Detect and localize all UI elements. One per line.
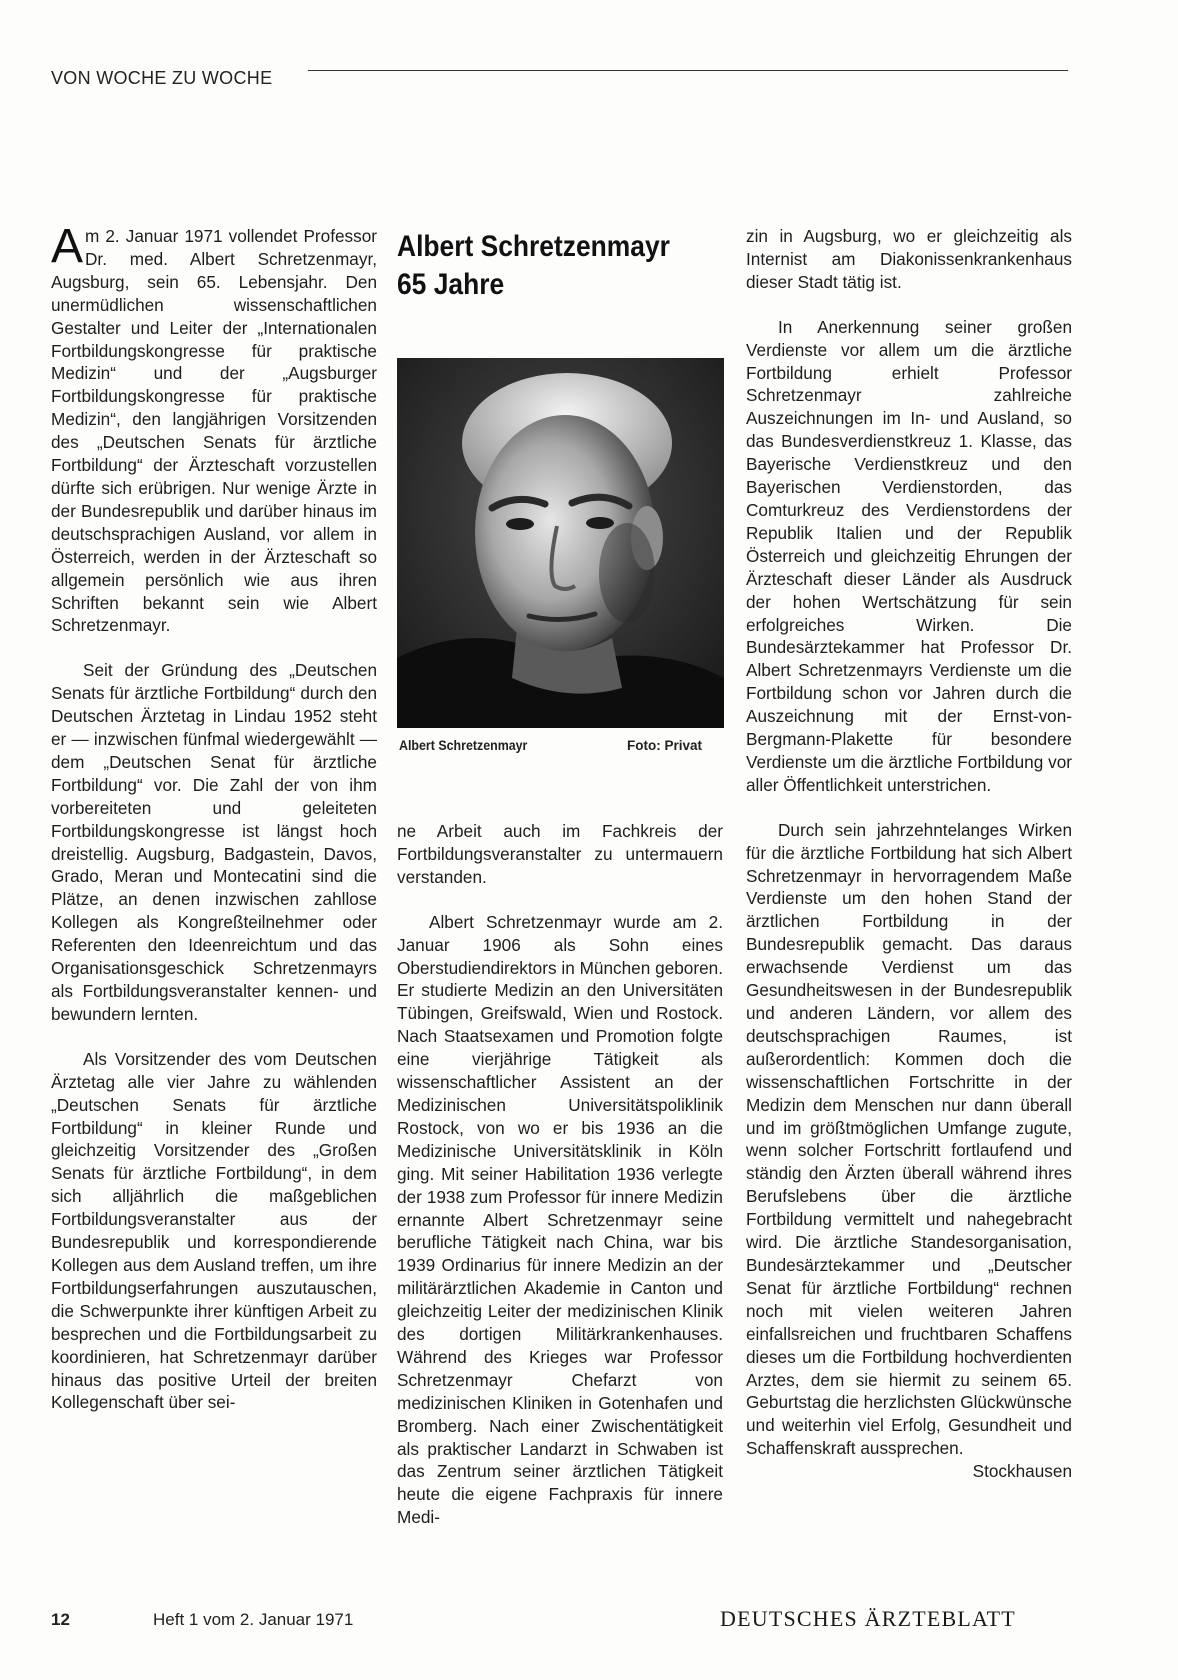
portrait-photo	[397, 358, 724, 728]
paragraph-intro-text: m 2. Januar 1971 vollendet Professor Dr. med. Albert Schretzenmayr, Augsburg, sein 65. Lebensjahr. Den unermüdlichen wissenschaftlichen Gestalter und Leiter der „Internationalen Fortbildungskongresse für praktische Medizin“ und der „Augsburger Fortbildungskongresse für praktische Medizin“, den langjährigen Vorsitzenden des „Deutschen Senats für ärztliche Fortbildung“ der Ärzteschaft vorzustellen dürfte sich erübrigen. Nur wenige Ärzte in der Bundesrepublik und darüber hinaus im deutschsprachigen Ausland, vor allem in Österreich, werden in der Ärzteschaft so allgemein persönlich wie aus ihren Schriften bekannt sein wie Albert Schretzenmayr.	[51, 226, 377, 636]
column-3	[746, 225, 1072, 1483]
column-1	[51, 220, 377, 1436]
paragraph-biography: Albert Schretzenmayr wurde am 2. Januar 1906 als Sohn eines Oberstudiendirektors in München geboren. Er studierte Medizin an den Universitäten Tübingen, Greifswald, Wien und Rostock. Nach Staatsexamen und Promotion folgte eine vierjährige Tätigkeit als wissenschaftlicher Assistent an der Medizinischen Universitätspoliklinik Rostock, von wo er bis 1936 an die Medizinische Universitätsklinik in Köln ging. Mit seiner Habilitation 1936 verlegte der 1938 zum Professor für innere Medizin ernannte Albert Schretzenmayr seine berufliche Tätigkeit nach China, war bis 1939 Ordinarius für innere Medizin an der militärärztlichen Akademie in Canton und gleichzeitig Leiter der medizinischen Klinik des dortigen Militärkrankenhauses. Während des Krieges war Professor Schretzenmayr Chefarzt von medizinischen Kliniken in Gotenhafen und Bromberg. Nach einer Zwischentätigkeit als praktischer Landarzt in Schwaben ist das Zentrum seiner ärztlichen Tätigkeit heute die eigene Fachpraxis für innere Medi-	[397, 911, 723, 1528]
paragraph-merits-text: Durch sein jahrzehntelanges Wirken für die ärztliche Fortbildung hat sich Albert Schretzenmayr in hervorragendem Maße Verdienste um den hohen Stand der ärztlichen Fortbildung in der Bundesrepublik gemacht. Das daraus erwachsende Verdienst um das Gesundheitswesen in der Bundesrepublik und anderen Ländern, vor allem des deutschsprachigen Raumes, ist außerordentlich: Kommen doch die wissenschaftlichen Fortschritte in der Medizin dem Menschen nur dann überall und im größtmöglichen Umfange zugute, wenn solcher Fortschritt fortlaufend und ständig den Ärzten überall während ihres Berufslebens über die ärztliche Fortbildung vermittelt und nahegebracht wird. Die ärztliche Standesorganisation, Bundesärztekammer und „Deutscher Senat für ärztliche Fortbildung“ rechnen noch mit vielen weiteren Jahren einfallsreichen und fruchtbaren Schaffens dieses um die Fortbildung hochverdienten Arztes, dem sie hiermit zu seinem 65. Geburtstag die herzlichsten Glückwünsche und weiterhin viel Erfolg, Gesundheit und Schaffenskraft aussprechen.	[746, 819, 1072, 1459]
header-rule	[308, 70, 1068, 71]
section-label: VON WOCHE ZU WOCHE	[51, 68, 273, 88]
photo-caption: Albert Schretzenmayr	[399, 738, 528, 753]
column-2	[397, 820, 723, 1551]
paragraph-intro	[51, 220, 377, 637]
article-title	[397, 228, 687, 304]
journal-name: DEUTSCHES ÄRZTEBLATT	[720, 1606, 1016, 1631]
article-title-line1: Albert Schretzenmayr	[397, 230, 670, 263]
paragraph-continuation: ne Arbeit auch im Fachkreis der Fortbildungsveranstalter zu untermauern verstanden.	[397, 821, 723, 887]
issue-info: Heft 1 vom 2. Januar 1971	[153, 1610, 354, 1629]
photo-credit: Foto: Privat	[627, 738, 703, 753]
paragraph-senat-founding: Seit der Gründung des „Deutschen Senats für ärztliche Fortbildung“ durch den Deutschen Ärztetag in Lindau 1952 steht er — inzwischen fünfmal wiedergewählt — dem „Deutschen Senat für ärztliche Fortbildung“ vor. Die Zahl der von ihm vorbereiteten und geleiteten Fortbildungskongresse ist längst hoch dreistellig. Augsburg, Badgastein, Davos, Grado, Meran und Montecatini sind die Plätze, an denen inzwischen zahllose Kollegen als Kongreßteilnehmer oder Referenten den Ideenreichtum und das Organisationsgeschick Schretzenmayrs als Fortbildungsveranstalter kennen- und bewundern lernten.	[51, 660, 377, 1024]
page-number: 12	[51, 1610, 70, 1629]
paragraph-honors: In Anerkennung seiner großen Verdienste vor allem um die ärztliche Fortbildung erhielt Professor Schretzenmayr zahlreiche Auszeichnungen im In- und Ausland, so das Bundesverdienstkreuz 1. Klasse, das Bayerische Verdienstkreuz und den Bayerischen Verdienstorden, das Comturkreuz des Verdienstordens der Republik Italien und der Republik Österreich und gleichzeitig Ehrungen der Ärzteschaft dieser Länder als Ausdruck der hohen Wertschätzung für sein erfolgreiches Wirken. Die Bundesärztekammer hat Professor Dr. Albert Schretzenmayrs Verdienste um die Fortbildung schon vor Jahren durch die Auszeichnung mit der Ernst-von-Bergmann-Plakette für besondere Verdienste um die ärztliche Fortbildung vor aller Öffentlichkeit unterstrichen.	[746, 316, 1072, 795]
paragraph-merits	[746, 819, 1072, 1482]
drop-cap: A	[51, 220, 84, 273]
paragraph-chair-role: Als Vorsitzender des vom Deutschen Ärztetag alle vier Jahre zu wählenden „Deutschen Senats für ärztliche Fortbildung“ in kleiner Runde und gleichzeitig Vorsitzender des „Großen Senats für ärztliche Fortbildung“, in dem sich alljährlich die maßgeblichen Fortbildungsveranstalter aus der Bundesrepublik und korrespondierende Kollegen aus dem Ausland treffen, um ihre Fortbildungserfahrungen auszutauschen, die Schwerpunkte ihrer künftigen Arbeit zu besprechen und die Fortbildungsarbeit zu koordinieren, hat Schretzenmayr darüber hinaus das positive Urteil der breiten Kollegenschaft über sei-	[51, 1048, 377, 1413]
paragraph-augsburg: zin in Augsburg, wo er gleichzeitig als Internist am Diakonissenkrankenhaus dieser Stadt tätig ist.	[746, 226, 1072, 292]
author-signature: Stockhausen	[972, 1461, 1072, 1482]
article-title-line2: 65 Jahre	[397, 268, 505, 301]
